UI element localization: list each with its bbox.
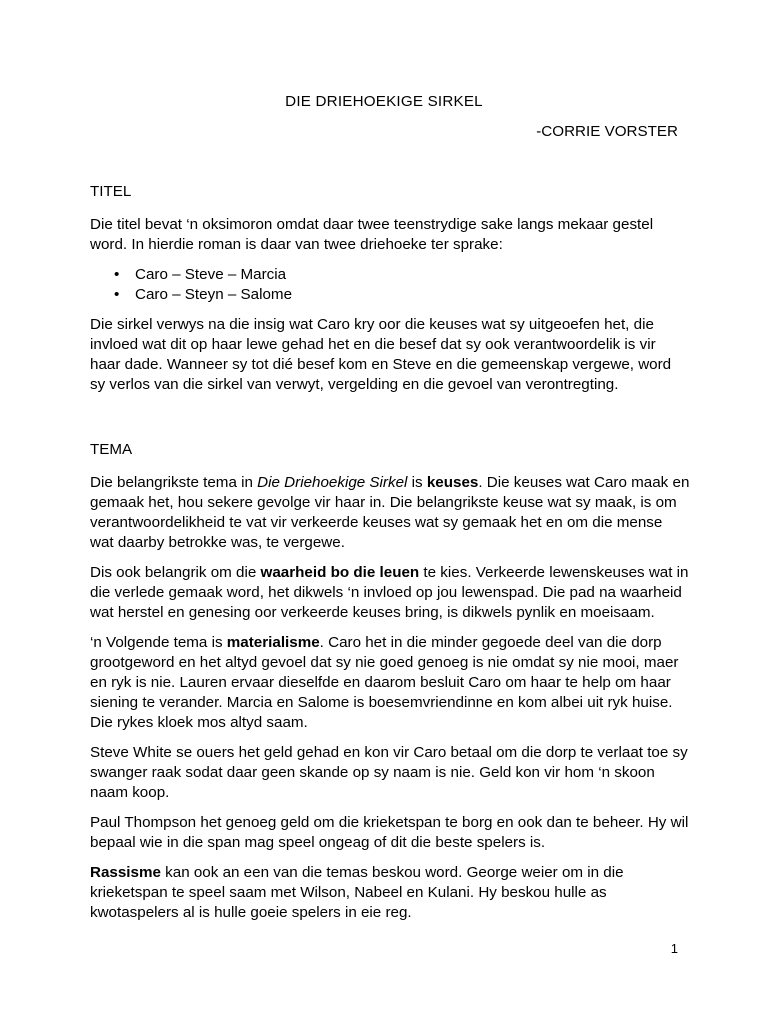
list-item-text: Caro – Steve – Marcia [135, 266, 287, 283]
tema-paragraph-6 [90, 863, 690, 923]
bullet-marker: • [114, 286, 120, 303]
bullet-marker: • [114, 266, 120, 283]
tema-paragraph-1 [90, 473, 690, 553]
theme-keyword-keuses: keuses [426, 474, 479, 491]
section-heading-tema: TEMA [90, 441, 133, 458]
theme-keyword-waarheid: waarheid bo die leuen [260, 564, 420, 581]
text-run: te kies. Verkeerde lewenskeuses wat in die verlede gemaak word, het dikwels ‘n invloed op jou lewenspad. Die pad na waarheid wat herstel en genesing oor verkeerde keuses bring, is dikwels pynlik en moeisaam. [90, 564, 689, 621]
text-run: . Caro het in die minder gegoede deel van die dorp grootgeword en het altyd gevoel dat sy nie goed genoeg is nie omdat sy nie mooi, maer en ryk is nie. Lauren ervaar dieselfde en daarom besluit Caro om haar te help om haar siening te verander. Marcia en Salome is boesemvriendinne en kom albei uit ryk huise. Die rykes kloek mos altyd saam. [90, 634, 679, 731]
text-run: kan ook an een van die temas beskou word. George weier om in die krieketspan te speel saam met Wilson, Nabeel en Kulani. Hy beskou hulle as kwotaspelers al is hulle goeie spelers in eie reg. [90, 864, 624, 921]
text-run: Dis ook belangrik om die [90, 564, 261, 581]
text-run: is [407, 474, 427, 491]
list-item [90, 285, 690, 305]
text-run: ‘n Volgende tema is [90, 634, 227, 651]
titel-intro-paragraph: Die titel bevat ‘n oksimoron omdat daar twee teenstrydige sake langs mekaar gestel word. In hierdie roman is daar van twee driehoeke ter sprake: [90, 216, 654, 253]
list-item-text: Caro – Steyn – Salome [135, 286, 293, 303]
document-title: DIE DRIEHOEKIGE SIRKEL [285, 93, 483, 110]
text-run: Die belangrikste tema in [90, 474, 258, 491]
page-number: 1 [670, 941, 678, 956]
text-run: . Die keuses wat Caro maak en gemaak het, hou sekere gevolge vir haar in. Die belangrikste keuse wat sy maak, is om verantwoordelikheid te vat vir verkeerde keuses wat sy gemaak het en om die mense wat daarby betrokke was, te vergewe. [90, 474, 690, 551]
section-heading-titel: TITEL [90, 183, 132, 200]
document-author: -CORRIE VORSTER [536, 123, 678, 140]
tema-paragraph-5: Paul Thompson het genoeg geld om die krieketspan te borg en ook dan te beheer. Hy wil bepaal wie in die span mag speel ongeag of dit die beste spelers is. [90, 814, 689, 851]
document-body [90, 182, 690, 933]
theme-keyword-materialisme: materialisme [226, 634, 320, 651]
tema-paragraph-3 [90, 633, 690, 733]
tema-paragraph-2 [90, 563, 690, 623]
section-spacer [90, 405, 690, 440]
triangle-list [90, 265, 690, 305]
book-title-italic: Die Driehoekige Sirkel [257, 474, 408, 491]
titel-body-paragraph: Die sirkel verwys na die insig wat Caro kry oor die keuses wat sy uitgeoefen het, die invloed wat dit op haar lewe gehad het en die besef dat sy ook verantwoordelik is vir haar dade. Wanneer sy tot dié besef kom en Steve en die gemeenskap vergewe, word sy verlos van die sirkel van verwyt, vergelding en die gevoel van verontregting. [90, 316, 672, 393]
theme-keyword-rassisme: Rassisme [90, 864, 161, 881]
list-item [90, 265, 690, 285]
tema-paragraph-4: Steve White se ouers het geld gehad en kon vir Caro betaal om die dorp te verlaat toe sy swanger raak sodat daar geen skande op sy naam is nie. Geld kon vir hom ‘n skoon naam koop. [90, 744, 688, 801]
